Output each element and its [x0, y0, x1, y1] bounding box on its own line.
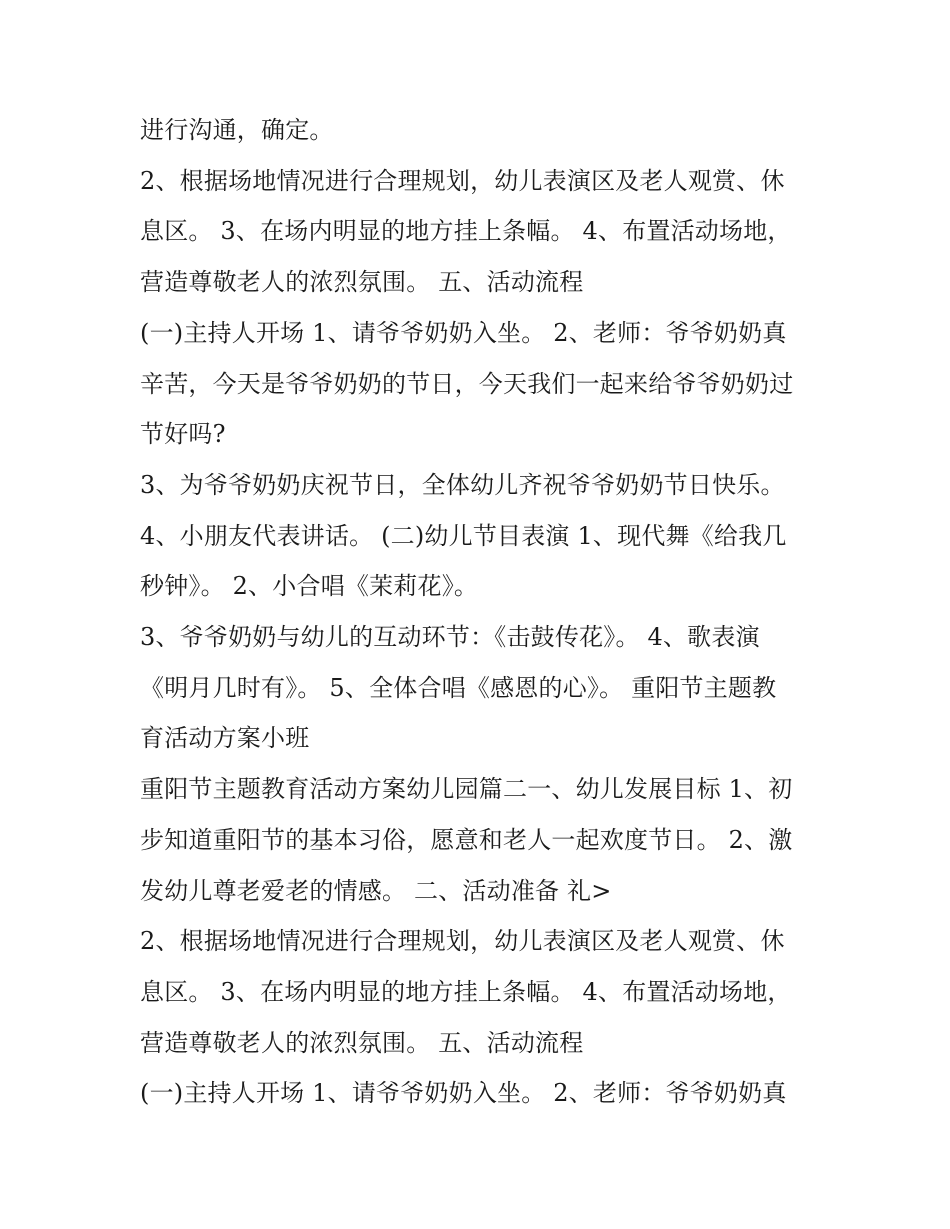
text-line: 营造尊敬老人的浓烈氛围。 五、活动流程 [140, 268, 584, 297]
text-line: 重阳节主题教育活动方案幼儿园篇二一、幼儿发展目标 1、初 [140, 775, 793, 804]
text-line: 步知道重阳节的基本习俗，愿意和老人一起欢度节日。 2、激 [140, 825, 793, 854]
text-line: 节好吗? [140, 420, 226, 449]
text-line: 营造尊敬老人的浓烈氛围。 五、活动流程 [140, 1028, 584, 1057]
text-line: 《明月几时有》。 5、全体合唱《感恩的心》。 重阳节主题教 [140, 673, 777, 702]
text-line: 息区。 3、在场内明显的地方挂上条幅。 4、布置活动场地， [140, 217, 792, 246]
text-line: 秒钟》。 2、小合唱《茉莉花》。 [140, 572, 479, 601]
text-line: 3、爷爷奶奶与幼儿的互动环节：《击鼓传花》。 4、歌表演 [140, 623, 760, 652]
text-line: 息区。 3、在场内明显的地方挂上条幅。 4、布置活动场地， [140, 977, 792, 1006]
document-body [140, 105, 820, 1119]
text-line: 发幼儿尊老爱老的情感。 二、活动准备 礼> [140, 876, 612, 905]
text-line: 辛苦，今天是爷爷奶奶的节日，今天我们一起来给爷爷奶奶过 [140, 369, 794, 398]
text-line: 3、为爷爷奶奶庆祝节日，全体幼儿齐祝爷爷奶奶节日快乐。 [140, 470, 785, 499]
text-line: (一)主持人开场 1、请爷爷奶奶入坐。 2、老师：爷爷奶奶真 [140, 318, 787, 347]
text-line: 进行沟通，确定。 [140, 116, 334, 144]
text-line: 2、根据场地情况进行合理规划，幼儿表演区及老人观赏、休 [140, 166, 785, 195]
text-line: (一)主持人开场 1、请爷爷奶奶入坐。 2、老师：爷爷奶奶真 [140, 1079, 787, 1108]
text-line: 2、根据场地情况进行合理规划，幼儿表演区及老人观赏、休 [140, 927, 785, 956]
text-line: 育活动方案小班 [140, 724, 310, 753]
text-line: 4、小朋友代表讲话。 (二)幼儿节目表演 1、现代舞《给我几 [140, 521, 787, 550]
